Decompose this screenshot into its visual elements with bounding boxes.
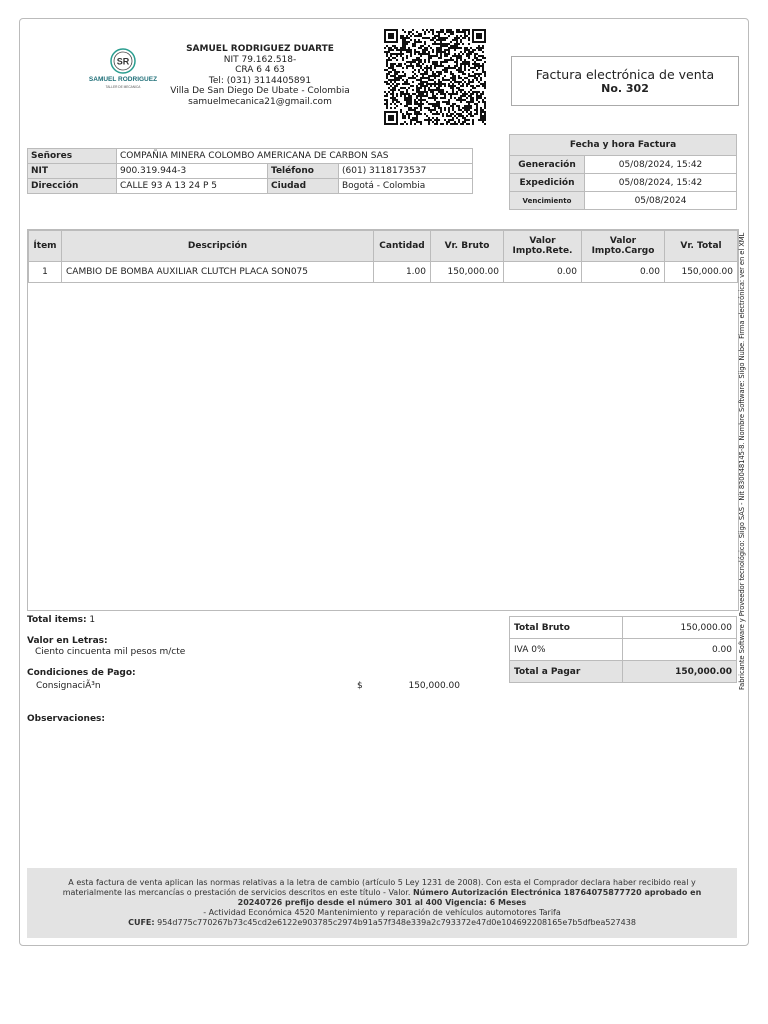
observaciones-label: Observaciones:: [27, 714, 106, 724]
client-phone: (601) 3118173537: [339, 164, 473, 179]
row-item: 1: [29, 262, 62, 283]
valor-letras-label: Valor en Letras:: [27, 636, 108, 646]
issuer-address: CRA 6 4 63: [235, 65, 285, 75]
cufe-label: CUFE:: [128, 918, 155, 927]
software-vendor-text: Fabricante Software y Proveedor tecnológico: Siigo SAS - Nit 830048145-8. Nombre Software: Siigo Nube. Firma electrónica: ver en el XML: [738, 232, 746, 690]
row-valor-cargo: 0.00: [582, 262, 665, 283]
logo-name: SAMUEL RODRIGUEZ: [88, 76, 158, 83]
cufe-value: 954d775c770267b73c45cd2e6122e903785c2974b91a57f348e339a2c793372e47d0e104692208165e7b5dfbea527438: [157, 918, 636, 927]
vencimiento-value: 05/08/2024: [585, 192, 737, 210]
issuer-phone: Tel: (031) 3114405891: [208, 75, 312, 86]
condicion-metodo: ConsignaciÃ³n: [36, 681, 101, 691]
iva-value: 0.00: [623, 639, 737, 661]
total-pagar-label: Total a Pagar: [510, 661, 623, 683]
logo-sub: TALLER DE MECANICA: [105, 85, 141, 89]
vencimiento-label: Vencimiento: [510, 192, 585, 210]
legal-notice: [27, 868, 737, 938]
table-row: [29, 262, 738, 283]
legal-activity: - Actividad Económica 4520 Mantenimiento y reparación de vehículos automotores Tarifa: [203, 908, 561, 917]
client-table: [27, 148, 473, 194]
expedicion-value: 05/08/2024, 15:42: [585, 174, 737, 192]
nit-label: NIT: [28, 164, 117, 179]
total-bruto-value: 150,000.00: [623, 617, 737, 639]
phone-label: Teléfono: [268, 164, 339, 179]
qr-code: [384, 29, 486, 125]
dates-table: [509, 134, 737, 210]
senores-label: Señores: [28, 149, 117, 164]
items-table: [28, 230, 738, 283]
company-logo: [86, 44, 160, 102]
invoice-number: No. 302: [601, 82, 649, 95]
items-section: [27, 229, 739, 611]
legal-authorization: Número Autorización Electrónica 18764075877720 aprobado en 20240726 prefijo desde el número 301 al 400 Vigencia: 6 Meses: [237, 888, 702, 907]
issuer-info: [160, 44, 360, 107]
row-vr-bruto: 150,000.00: [431, 262, 504, 283]
total-pagar-value: 150,000.00: [623, 661, 737, 683]
col-descripcion: Descripción: [62, 231, 374, 262]
iva-label: IVA 0%: [510, 639, 623, 661]
row-descripcion: CAMBIO DE BOMBA AUXILIAR CLUTCH PLACA SON075: [62, 262, 374, 283]
legal-text: A esta factura de venta aplican las normas relativas a la letra de cambio (artículo 5 Ley 1231 de 2008). Con esta el Comprador declara haber recibido real y materialmente las mercancías o prestación de servicios descritos en este título - Valor.: [62, 878, 696, 897]
issuer-nit: NIT 79.162.518-: [223, 54, 297, 65]
address-label: Dirección: [28, 179, 117, 194]
row-valor-rete: 0.00: [504, 262, 582, 283]
col-item: Ítem: [29, 231, 62, 262]
issuer-email: samuelmecanica21@gmail.com: [188, 96, 332, 107]
client-name: COMPAÑIA MINERA COLOMBO AMERICANA DE CARBON SAS: [117, 149, 473, 164]
client-nit: 900.319.944-3: [117, 164, 268, 179]
logo-initials: SR: [116, 56, 130, 67]
col-cantidad: Cantidad: [374, 231, 431, 262]
col-vr-bruto: Vr. Bruto: [431, 231, 504, 262]
client-city: Bogotá - Colombia: [339, 179, 473, 194]
generacion-value: 05/08/2024, 15:42: [585, 156, 737, 174]
total-items: [27, 615, 95, 625]
issuer-name: SAMUEL RODRIGUEZ DUARTE: [186, 44, 334, 54]
row-cantidad: 1.00: [374, 262, 431, 283]
col-valor-rete: Valor Impto.Rete.: [504, 231, 582, 262]
invoice-title-box: [511, 56, 739, 106]
issuer-city: Villa De San Diego De Ubate - Colombia: [170, 86, 350, 96]
generacion-label: Generación: [510, 156, 585, 174]
row-vr-total: 150,000.00: [665, 262, 738, 283]
invoice-title: Factura electrónica de venta: [535, 67, 715, 82]
total-items-value: 1: [89, 615, 96, 625]
condicion-moneda: $: [357, 681, 363, 691]
valor-letras-value: Ciento cincuenta mil pesos m/cte: [35, 647, 186, 657]
col-vr-total: Vr. Total: [665, 231, 738, 262]
expedicion-label: Expedición: [510, 174, 585, 192]
client-address: CALLE 93 A 13 24 P 5: [117, 179, 268, 194]
city-label: Ciudad: [268, 179, 339, 194]
totals-table: [509, 616, 737, 683]
total-bruto-label: Total Bruto: [510, 617, 623, 639]
legal-cufe: [45, 918, 719, 928]
col-valor-cargo: Valor Impto.Cargo: [582, 231, 665, 262]
total-items-label: Total items:: [27, 615, 87, 625]
condiciones-label: Condiciones de Pago:: [27, 668, 136, 678]
dates-header: Fecha y hora Factura: [510, 135, 737, 156]
condicion-valor: 150,000.00: [408, 681, 460, 691]
